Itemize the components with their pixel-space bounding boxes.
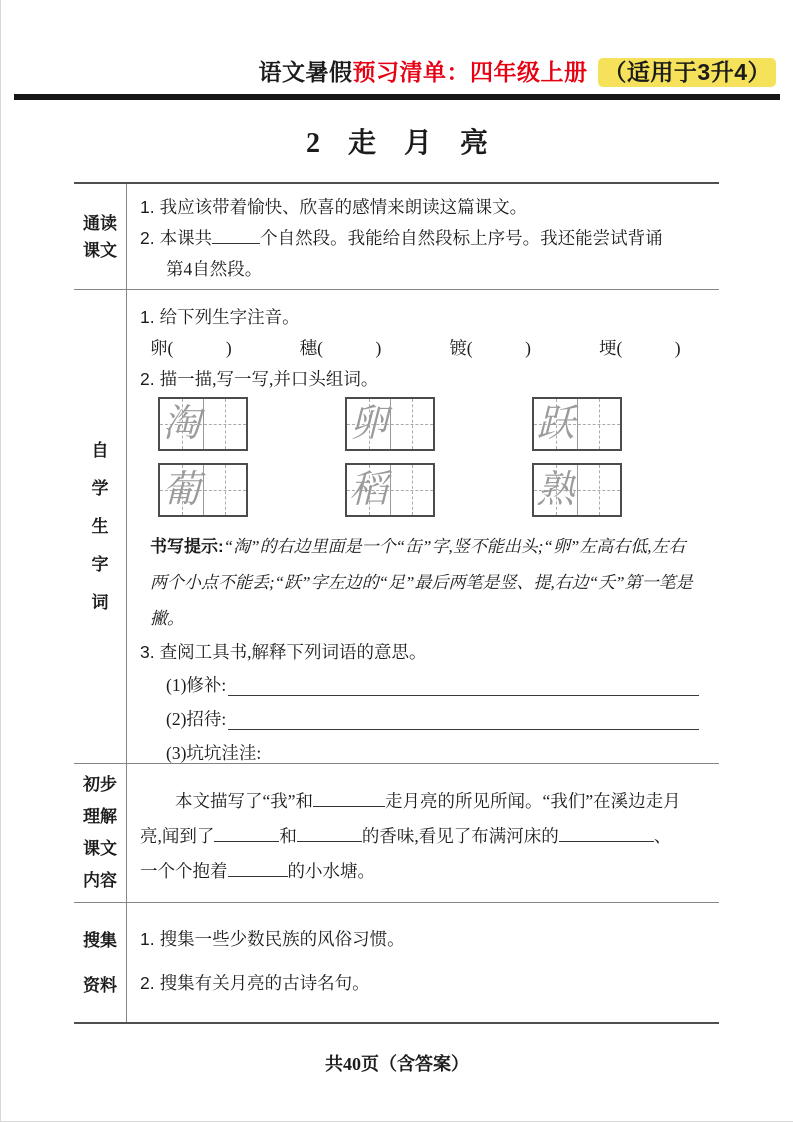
char-grid-box <box>532 463 622 517</box>
grid-dashed-guide <box>599 465 600 515</box>
grid-dashed-guide <box>225 465 226 515</box>
definition-word: (3)坑坑洼洼: <box>166 743 262 763</box>
label-line: 自 <box>91 440 109 460</box>
fill-blank <box>228 860 288 877</box>
row-label-read-aloud <box>74 184 127 289</box>
table-row-read-aloud <box>74 184 719 290</box>
item-text: 查阅工具书,解释下列词语的意思。 <box>159 642 427 662</box>
lesson-title: 2 走 月 亮 <box>305 128 488 159</box>
list-item <box>140 961 701 1005</box>
fill-blank <box>559 825 654 842</box>
item-text-continuation: 第4自然段。 <box>166 259 263 279</box>
definition-line <box>166 702 701 736</box>
label-line: 通读 <box>83 213 117 233</box>
fill-blank <box>214 825 279 842</box>
label-line: 初步 <box>83 775 117 794</box>
char-grid-box <box>532 397 622 451</box>
item-text: 搜集一些少数民族的风俗习惯。 <box>159 929 405 949</box>
pinyin-exercise-line <box>140 333 701 364</box>
grid-row <box>158 463 701 517</box>
row-label-collect-materials <box>74 903 127 1022</box>
item-number: 3. <box>140 642 155 662</box>
preview-checklist-table <box>74 182 719 1024</box>
list-item <box>140 364 701 395</box>
item-number: 2. <box>140 228 155 248</box>
item-text: 搜集有关月亮的古诗名句。 <box>159 973 370 993</box>
item-number: 1. <box>140 929 155 949</box>
char-grid-box <box>158 463 248 517</box>
list-item <box>140 917 701 961</box>
para-text: 的香味,看见了布满河床的 <box>361 826 559 846</box>
list-item <box>140 223 701 254</box>
item-text: 个自然段。我能给自然段标上序号。我还能尝试背诵 <box>260 228 663 248</box>
row-content-collect-materials <box>127 903 719 1022</box>
definition-word: (2)招待: <box>166 709 227 729</box>
row-label-comprehension <box>74 764 127 902</box>
label-line: 资料 <box>83 975 117 995</box>
grid-dashed-guide <box>225 399 226 449</box>
char-grid-box <box>158 397 248 451</box>
character-trace-grids <box>158 397 701 517</box>
char-grid-box <box>345 397 435 451</box>
grid-row <box>158 397 701 451</box>
writing-tip-label: 书写提示: <box>150 537 224 556</box>
label-line: 生 <box>91 516 109 536</box>
char-grid-box <box>345 463 435 517</box>
para-text: 、一个个抱着 <box>140 826 672 881</box>
header-subject-text: 语文暑假 <box>258 59 353 85</box>
pinyin-item: 镀( ) <box>449 338 531 358</box>
row-label-self-study-words <box>74 290 127 763</box>
list-item <box>140 302 701 333</box>
para-text: 本文描写了“我”和 <box>175 791 314 811</box>
writing-tip <box>150 529 701 637</box>
label-line: 搜集 <box>83 930 117 950</box>
grid-dashed-guide <box>412 399 413 449</box>
para-text: 的小水塘。 <box>287 861 375 881</box>
fill-blank-line <box>263 736 701 764</box>
label-line: 课文 <box>83 839 117 858</box>
trace-character: 淘 <box>162 403 201 445</box>
item-text: 本课共 <box>159 228 213 248</box>
table-row-comprehension <box>74 764 719 903</box>
definition-line <box>166 736 701 764</box>
label-line: 课文 <box>83 240 117 260</box>
row-content-read-aloud <box>127 184 719 289</box>
item-number: 2. <box>140 369 155 389</box>
fill-blank <box>313 790 385 807</box>
row-content-self-study-words <box>127 290 719 763</box>
pinyin-item: 卵( ) <box>150 338 232 358</box>
row-content-comprehension <box>127 764 719 902</box>
grid-dashed-guide <box>412 465 413 515</box>
para-text: 走月亮的所见所闻。“我们”在溪边走月亮,闻到了 <box>140 791 681 846</box>
label-line: 词 <box>91 592 109 612</box>
grid-dashed-guide <box>599 399 600 449</box>
writing-tip-text: “淘”的右边里面是一个“缶”字,竖不能出头;“卵”左高右低,左右两个小点不能丢;“跃”字左边的“足”最后两笔是竖、提,右边“夭”第一笔是撇。 <box>150 537 693 628</box>
comprehension-paragraph <box>140 784 701 889</box>
item-text: 我应该带着愉快、欣喜的感情来朗读这篇课文。 <box>159 197 528 217</box>
item-number: 2. <box>140 973 155 993</box>
header-red-title: 预习清单：四年级上册 <box>352 59 588 85</box>
definition-word: (1)修补: <box>166 675 227 695</box>
trace-character: 熟 <box>536 469 575 511</box>
trace-character: 葡 <box>162 469 201 511</box>
list-item <box>140 637 701 668</box>
definition-line <box>166 668 701 702</box>
item-number: 1. <box>140 197 155 217</box>
fill-blank <box>297 825 362 842</box>
trace-character: 卵 <box>349 403 388 445</box>
item-text: 给下列生字注音。 <box>159 307 300 327</box>
para-text: 和 <box>279 826 297 846</box>
pinyin-item: 穗( ) <box>299 338 382 358</box>
pinyin-item: 埂( ) <box>598 338 681 358</box>
label-line: 字 <box>91 554 109 574</box>
fill-blank <box>212 227 260 244</box>
fill-blank-line <box>228 702 701 736</box>
page-footer: 共40页（含答案） <box>325 1054 469 1074</box>
label-line: 内容 <box>83 871 117 890</box>
item-text: 描一描,写一写,并口头组词。 <box>159 369 379 389</box>
table-row-self-study-words <box>74 290 719 764</box>
table-row-collect-materials <box>74 903 719 1022</box>
label-line: 理解 <box>83 807 117 826</box>
fill-blank-line <box>228 668 701 702</box>
label-line: 学 <box>91 478 109 498</box>
page-header <box>259 56 776 88</box>
list-item <box>140 192 701 223</box>
header-divider-rule <box>14 94 780 100</box>
trace-character: 跃 <box>536 403 575 445</box>
item-number: 1. <box>140 307 155 327</box>
trace-character: 稻 <box>349 469 388 511</box>
header-grade-badge: （适用于3升4） <box>598 58 776 87</box>
